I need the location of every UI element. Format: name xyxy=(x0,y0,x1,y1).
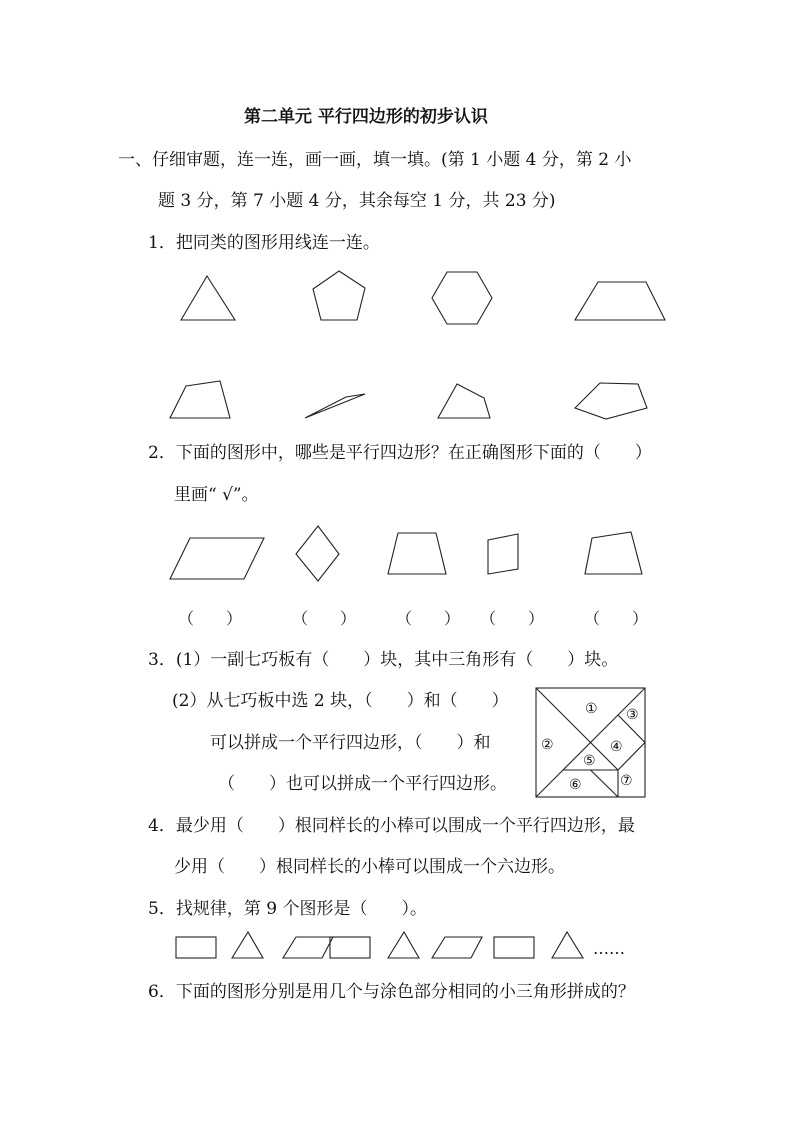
pattern-triangle-1 xyxy=(232,932,263,958)
q5-pattern-shapes xyxy=(168,926,598,966)
q1-hexagon xyxy=(432,272,492,324)
q2-small-parallelogram xyxy=(488,534,518,574)
q1-trapezoid xyxy=(575,282,665,320)
pattern-parallelogram-2 xyxy=(432,937,482,958)
q1-quadrilateral xyxy=(170,381,230,418)
q5-ellipsis: …… xyxy=(593,939,625,958)
q1-pentagon xyxy=(313,271,365,320)
q3-text-line1: 3．(1）一副七巧板有（ ）块，其中三角形有（ ）块。 xyxy=(148,650,619,670)
tangram-label-2: ② xyxy=(541,737,554,753)
tangram-figure xyxy=(535,687,647,799)
tangram-label-3: ③ xyxy=(626,707,639,723)
pattern-triangle-3 xyxy=(552,932,583,958)
page-title: 第二单元 平行四边形的初步认识 xyxy=(244,107,488,127)
pattern-rectangle-2 xyxy=(330,937,370,958)
q1-triangle xyxy=(181,276,235,320)
q3-text-line2: (2）从七巧板中选 2 块，（ ）和（ ） xyxy=(172,691,509,711)
section-heading-line1: 一、仔细审题，连一连，画一画，填一填。(第 1 小题 4 分，第 2 小 xyxy=(118,150,632,170)
q1-irregular-pentagon xyxy=(438,384,490,418)
q2-answer-blank-1[interactable]: （ ） xyxy=(178,609,243,628)
q3-text-line3: 可以拼成一个平行四边形，（ ）和 xyxy=(210,733,491,753)
q2-quadrilateral xyxy=(585,532,642,574)
q3-text-line4: （ ）也可以拼成一个平行四边形。 xyxy=(218,774,507,794)
q2-rhombus xyxy=(296,526,339,581)
q2-answer-blank-4[interactable]: （ ） xyxy=(480,609,545,628)
pattern-rectangle-1 xyxy=(176,937,216,958)
tangram-label-5: ⑤ xyxy=(583,753,596,769)
q2-shapes xyxy=(160,518,660,588)
q1-shapes xyxy=(160,262,670,427)
q2-text-line1: 2．下面的图形中，哪些是平行四边形？在正确图形下面的（ ） xyxy=(148,443,652,463)
q5-text: 5．找规律，第 9 个图形是（ ）。 xyxy=(148,899,427,919)
pattern-parallelogram-1 xyxy=(283,937,333,958)
section-heading-line2: 题 3 分，第 7 小题 4 分，其余每空 1 分，共 23 分) xyxy=(158,191,556,211)
q2-trapezoid xyxy=(388,533,446,574)
q2-answer-blank-5[interactable]: （ ） xyxy=(584,609,649,628)
q1-thin-triangle xyxy=(305,394,365,418)
pattern-rectangle-3 xyxy=(494,937,534,958)
pattern-triangle-2 xyxy=(388,932,419,958)
q2-answer-blank-2[interactable]: （ ） xyxy=(292,609,357,628)
q2-text-line2: 里画“ √”。 xyxy=(174,485,259,505)
q1-text: 1．把同类的图形用线连一连。 xyxy=(148,233,380,253)
q4-text-line2: 少用（ ）根同样长的小棒可以围成一个六边形。 xyxy=(174,857,565,877)
tangram-label-1: ① xyxy=(585,701,598,717)
tangram-label-6: ⑥ xyxy=(569,777,582,793)
q2-parallelogram xyxy=(170,538,264,579)
q6-text: 6．下面的图形分别是用几个与涂色部分相同的小三角形拼成的？ xyxy=(148,982,635,1002)
tangram-label-4: ④ xyxy=(610,739,623,755)
q4-text-line1: 4．最少用（ ）根同样长的小棒可以围成一个平行四边形，最 xyxy=(148,816,635,836)
q1-irregular-hexagon xyxy=(575,383,647,419)
q2-answer-blank-3[interactable]: （ ） xyxy=(396,609,461,628)
tangram-label-7: ⑦ xyxy=(620,773,633,789)
